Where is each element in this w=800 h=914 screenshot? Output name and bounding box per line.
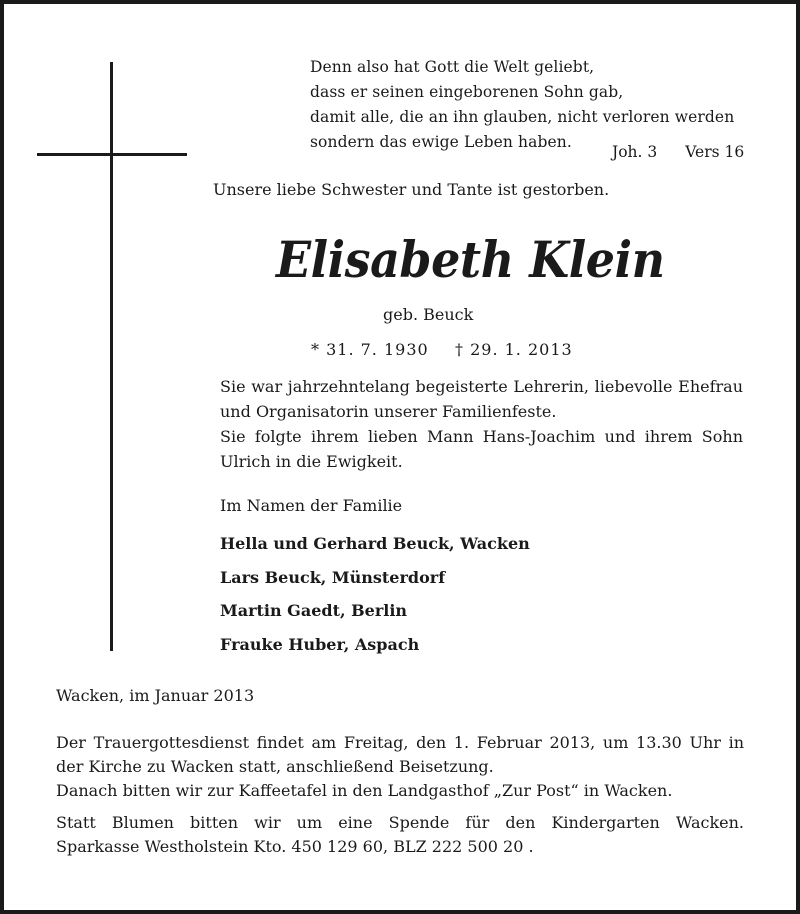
verse-reference [612, 143, 744, 161]
verse-line: Denn also hat Gott die Welt geliebt, [310, 58, 595, 76]
mourner-name: Frauke Huber, Aspach [220, 634, 420, 654]
verse-line: sondern das ewige Leben haben. [310, 133, 572, 151]
verse-reference-verse: Vers 16 [685, 143, 745, 161]
bible-verse [310, 55, 734, 155]
biography-paragraph: Sie folgte ihrem lieben Mann Hans-Joachim und ihrem Sohn Ulrich in die Ewigkeit. [220, 427, 743, 471]
death-date: † 29. 1. 2013 [455, 340, 573, 359]
donation-info [56, 811, 744, 859]
biography-paragraph: Sie war jahrzehntelang begeisterte Lehrerin, liebevolle Ehefrau und Organisatorin unserer Familienfeste. [220, 377, 743, 421]
maiden-name: geb. Beuck [383, 305, 474, 324]
mourners-heading: Im Namen der Familie [220, 496, 403, 515]
verse-line: damit alle, die an ihn glauben, nicht verloren werden [310, 108, 735, 126]
cross-symbol-horizontal [37, 153, 187, 156]
mourners-list [220, 527, 530, 661]
donation-request: Statt Blumen bitten wir um eine Spende für den Kindergarten Wacken. [56, 813, 744, 832]
mourner-name: Martin Gaedt, Berlin [220, 601, 408, 620]
deceased-name: Elisabeth Klein [276, 230, 665, 289]
place-and-date: Wacken, im Januar 2013 [56, 686, 255, 705]
birth-date: * 31. 7. 1930 [311, 340, 429, 359]
bank-details: Sparkasse Westholstein Kto. 450 129 60, BLZ 222 500 20 . [56, 837, 534, 856]
service-details: Der Trauergottesdienst findet am Freitag, den 1. Februar 2013, um 13.30 Uhr in der Kirche zu Wacken statt, anschließend Beisetzung. [56, 733, 744, 776]
biography [220, 374, 743, 474]
mourner-name: Lars Beuck, Münsterdorf [220, 567, 446, 587]
verse-reference-book: Joh. 3 [612, 143, 658, 161]
mourner-name: Hella und Gerhard Beuck, Wacken [220, 534, 530, 553]
reception-details: Danach bitten wir zur Kaffeetafel in den Landgasthof „Zur Post“ in Wacken. [56, 781, 673, 800]
funeral-service-info [56, 731, 744, 803]
verse-line: dass er seinen eingeborenen Sohn gab, [310, 83, 624, 101]
intro-text: Unsere liebe Schwester und Tante ist gestorben. [213, 180, 610, 199]
cross-symbol-vertical [110, 62, 113, 651]
